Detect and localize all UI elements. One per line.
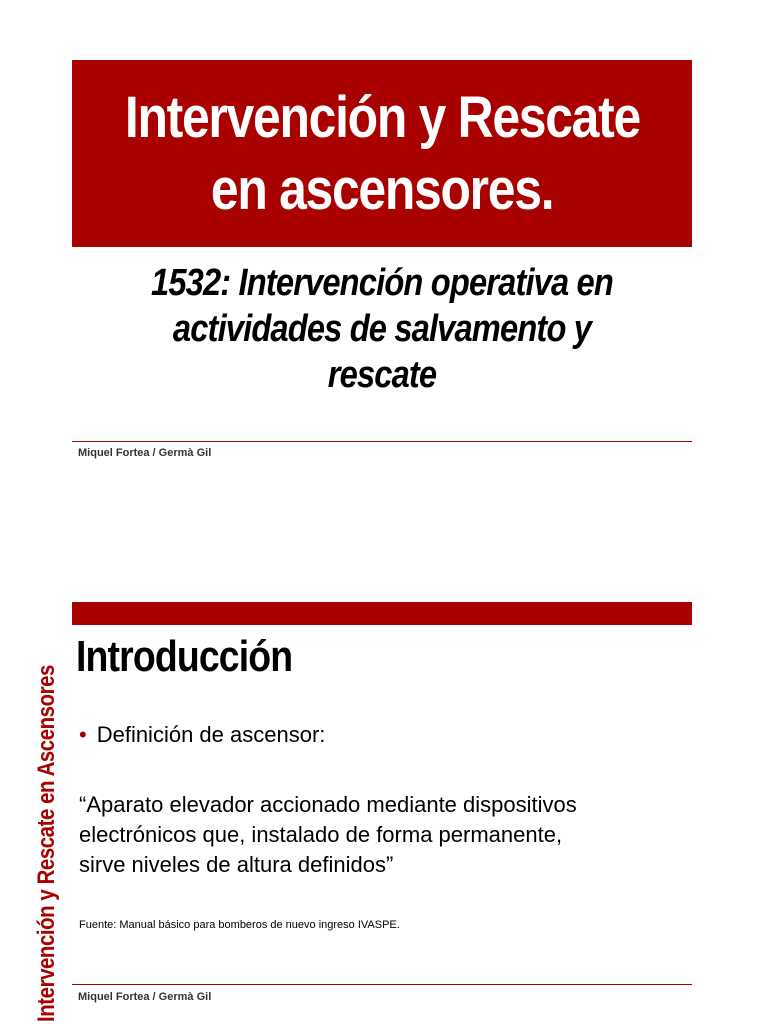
quote-line-1: “Aparato elevador accionado mediante dispositivos [79,792,577,817]
side-title-text: Intervención y Rescate en Ascensores [33,665,60,1022]
subtitle-line-3: rescate [327,354,437,396]
quote-line-3: sirve niveles de altura definidos” [79,852,394,877]
section-bar [72,602,692,625]
author-slide2: Miquel Fortea / Germà Gil [78,991,212,1003]
subtitle [72,260,692,398]
definition-quote [79,790,679,880]
title-banner [72,60,692,247]
subtitle-line-1: 1532: Intervención operativa en [151,262,613,304]
quote-line-2: electrónicos que, instalado de forma permanente, [79,822,563,847]
title-line-1: Intervención y Rescate [124,84,640,150]
bullet-marker: • [79,722,87,747]
author-slide1: Miquel Fortea / Germà Gil [78,447,212,459]
source-note: Fuente: Manual básico para bomberos de nuevo ingreso IVASPE. [79,919,400,931]
bullet-text: Definición de ascensor: [96,722,326,747]
divider-slide1 [72,441,692,442]
title-line-2: en ascensores. [210,156,554,222]
divider-slide2 [72,984,692,985]
bullet-item [79,720,325,750]
subtitle-line-2: actividades de salvamento y [172,308,592,350]
section-heading: Introducción [76,632,293,681]
side-title [33,602,61,1022]
